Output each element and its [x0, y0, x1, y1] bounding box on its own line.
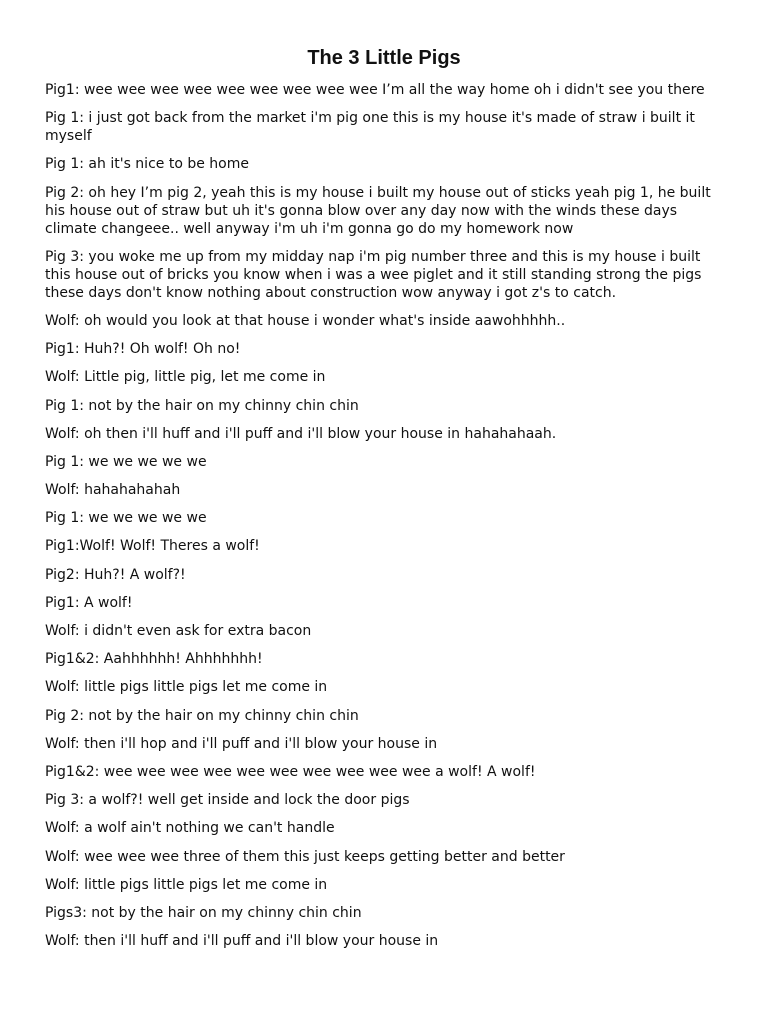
script-line: Pig 1: not by the hair on my chinny chin chin — [45, 397, 359, 414]
script-line: Pig 1: we we we we we — [45, 453, 207, 470]
script-line: Pig1: wee wee wee wee wee wee wee wee wee I’m all the way home oh i didn't see you there — [45, 82, 705, 98]
script-line: Pig1&2: wee wee wee wee wee wee wee wee wee wee a wolf! A wolf! — [45, 763, 536, 780]
script-line: Pigs3: not by the hair on my chinny chin chin — [45, 904, 362, 921]
script-line: Wolf: wee wee wee three of them this just keeps getting better and better — [45, 848, 565, 865]
script-line: Wolf: hahahahahah — [45, 482, 181, 499]
script-line: Pig 3: you woke me up from my midday nap i'm pig number three and this is my house i built this house out of bricks you know when i was a wee piglet and it still standing strong the pigs these days don't know nothing about construction wow anyway i got z's to catch. — [45, 248, 702, 301]
script-line: Wolf: oh would you look at that house i wonder what's inside aawohhhhh.. — [45, 312, 566, 329]
script-line: Pig1: A wolf! — [45, 594, 133, 611]
script-lines — [45, 81, 725, 960]
script-line: Pig 2: oh hey I’m pig 2, yeah this is my house i built my house out of sticks yeah pig 1, he built his house out of straw but uh it's gonna blow over any day now with the winds these days climate changeee.. well anyway i'm uh i'm gonna go do my homework now — [45, 184, 711, 237]
script-line: Wolf: oh then i'll huff and i'll puff and i'll blow your house in hahahahaah. — [45, 425, 557, 442]
script-line: Wolf: little pigs little pigs let me come in — [45, 679, 328, 696]
script-line: Pig 1: we we we we we — [45, 510, 207, 527]
script-line: Pig 1: i just got back from the market i'm pig one this is my house it's made of straw i built it myself — [45, 110, 695, 145]
script-line: Wolf: then i'll hop and i'll puff and i'll blow your house in — [45, 735, 438, 752]
script-line: Pig1:Wolf! Wolf! Theres a wolf! — [45, 538, 260, 555]
script-line: Pig1: Huh?! Oh wolf! Oh no! — [45, 341, 241, 358]
script-line: Pig 1: ah it's nice to be home — [45, 156, 249, 173]
script-line: Pig2: Huh?! A wolf?! — [45, 566, 186, 583]
script-line: Pig1&2: Aahhhhhh! Ahhhhhhh! — [45, 651, 263, 668]
script-line: Wolf: little pigs little pigs let me come in — [45, 876, 328, 893]
script-line: Pig 2: not by the hair on my chinny chin chin — [45, 707, 359, 724]
script-line: Wolf: then i'll huff and i'll puff and i'll blow your house in — [45, 933, 439, 950]
document-title: The 3 Little Pigs — [307, 47, 461, 69]
script-line: Wolf: i didn't even ask for extra bacon — [45, 623, 312, 639]
script-line: Wolf: Little pig, little pig, let me come in — [45, 369, 326, 386]
script-line: Wolf: a wolf ain't nothing we can't handle — [45, 820, 335, 837]
script-line: Pig 3: a wolf?! well get inside and lock the door pigs — [45, 792, 410, 809]
